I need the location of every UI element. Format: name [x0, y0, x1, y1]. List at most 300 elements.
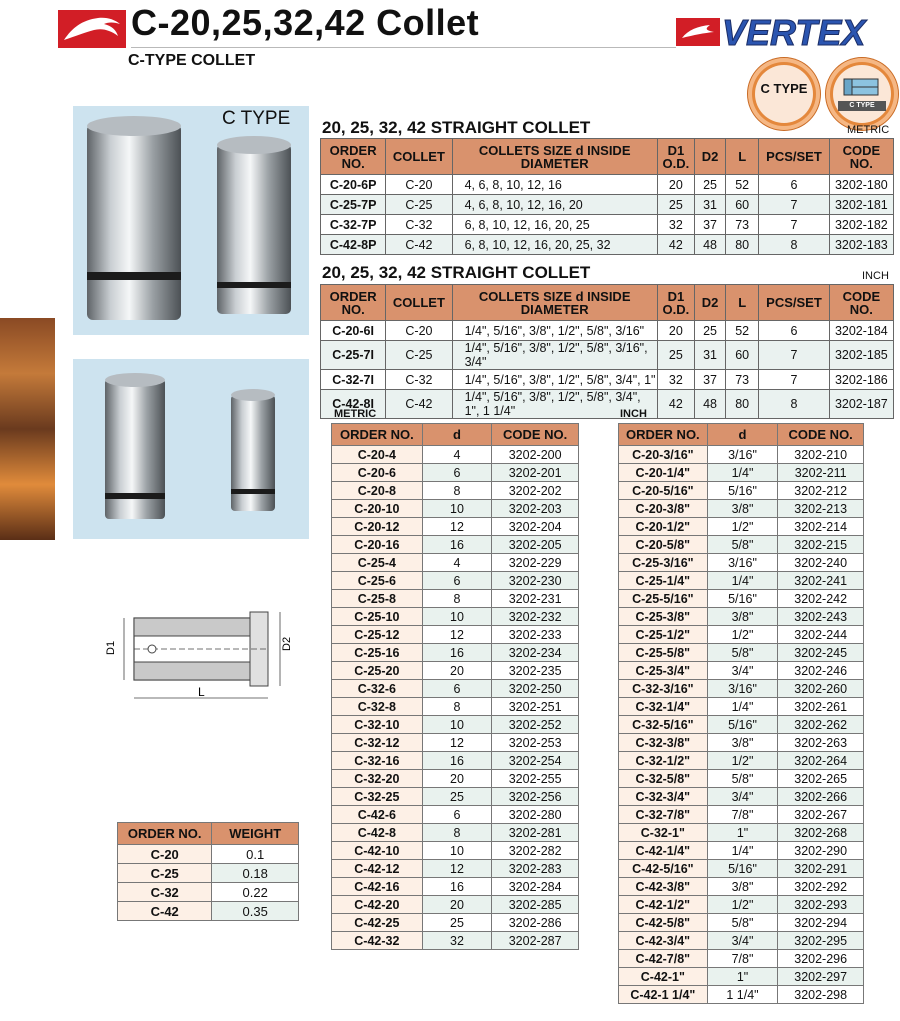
order-no-cell: C-20: [118, 845, 212, 864]
table-cell: 6, 8, 10, 12, 16, 20, 25, 32: [452, 235, 657, 255]
table-row: [332, 572, 579, 590]
table-row: [332, 464, 579, 482]
table-row: [321, 390, 894, 419]
col-size: COLLETS SIZE d INSIDE DIAMETER: [452, 139, 657, 175]
c-type-badge: [748, 58, 820, 130]
table-cell: 25: [695, 175, 726, 195]
table-cell: 32: [657, 370, 694, 390]
table-row: [619, 500, 864, 518]
col-d: d: [422, 424, 492, 446]
table-cell: 1": [707, 824, 778, 842]
table-cell: 3202-184: [829, 321, 893, 341]
order-no-cell: C-42: [118, 902, 212, 921]
table-cell: 3202-266: [778, 788, 864, 806]
order-no-cell: C-32-7/8": [619, 806, 708, 824]
table-cell: 3/4": [707, 788, 778, 806]
badge-label: C TYPE: [760, 81, 808, 96]
col-d: d: [707, 424, 778, 446]
metric-unit: METRIC: [847, 124, 890, 136]
order-no-cell: C-25-4: [332, 554, 423, 572]
table-row: [118, 883, 299, 902]
table-cell: C-20: [386, 175, 452, 195]
table-cell: 48: [695, 390, 726, 419]
table-cell: C-32: [386, 215, 452, 235]
metric-list-table: [331, 423, 579, 950]
col-order-no: ORDER NO.: [321, 139, 386, 175]
order-no-cell: C-25-5/8": [619, 644, 708, 662]
table-row: [619, 644, 864, 662]
col-d2: D2: [695, 139, 726, 175]
order-no-cell: C-25-1/2": [619, 626, 708, 644]
table-row: [619, 824, 864, 842]
table-row: [332, 680, 579, 698]
order-no-cell: C-42-20: [332, 896, 423, 914]
col-d2: D2: [695, 285, 726, 321]
table-row: [619, 860, 864, 878]
table-row: [332, 446, 579, 464]
col-l: L: [726, 285, 759, 321]
table-cell: 3202-240: [778, 554, 864, 572]
table-cell: 7/8": [707, 950, 778, 968]
table-cell: C-20: [386, 321, 452, 341]
order-no-cell: C-42-32: [332, 932, 423, 950]
order-no-cell: C-25-1/4": [619, 572, 708, 590]
order-no-cell: C-25-6: [332, 572, 423, 590]
order-no-cell: C-42-1/4": [619, 842, 708, 860]
table-cell: 3202-283: [492, 860, 579, 878]
table-cell: 3202-264: [778, 752, 864, 770]
order-no-cell: C-20-5/16": [619, 482, 708, 500]
table-cell: 3202-265: [778, 770, 864, 788]
table-cell: 6: [422, 806, 492, 824]
table-cell: 1/2": [707, 896, 778, 914]
table-row: [619, 482, 864, 500]
table-row: [619, 464, 864, 482]
col-code: CODE NO.: [829, 139, 893, 175]
table-row: [619, 878, 864, 896]
table-cell: 60: [726, 341, 759, 370]
inch-spec-body: [321, 321, 894, 419]
col-collet: COLLET: [386, 139, 452, 175]
table-cell: 3202-246: [778, 662, 864, 680]
table-cell: 1/4": [707, 464, 778, 482]
table-row: [118, 864, 299, 883]
order-no-cell: C-25-16: [332, 644, 423, 662]
table-cell: C-32: [386, 370, 452, 390]
col-size: COLLETS SIZE d INSIDE DIAMETER: [452, 285, 657, 321]
table-cell: 4: [422, 554, 492, 572]
table-cell: 3202-231: [492, 590, 579, 608]
table-cell: 8: [759, 235, 829, 255]
table-cell: 12: [422, 518, 492, 536]
table-cell: 3/8": [707, 878, 778, 896]
table-row: [619, 788, 864, 806]
metric-list-label: METRIC: [334, 408, 377, 420]
order-no-cell: C-42-25: [332, 914, 423, 932]
order-no-cell: C-32-5/16": [619, 716, 708, 734]
table-cell: 10: [422, 716, 492, 734]
order-no-cell: C-20-8: [332, 482, 423, 500]
table-row: [332, 842, 579, 860]
table-cell: 1/4": [707, 842, 778, 860]
table-cell: 4, 6, 8, 10, 12, 16: [452, 175, 657, 195]
table-row: [619, 698, 864, 716]
table-row: [118, 902, 299, 921]
inch-list-table: [618, 423, 864, 1004]
order-no-cell: C-42-12: [332, 860, 423, 878]
table-row: [332, 824, 579, 842]
badge-label-small: C TYPE: [838, 101, 886, 111]
table-cell: 3202-180: [829, 175, 893, 195]
table-cell: 5/8": [707, 644, 778, 662]
table-cell: 3202-233: [492, 626, 579, 644]
col-l: L: [726, 139, 759, 175]
table-cell: 7: [759, 195, 829, 215]
table-cell: 73: [726, 215, 759, 235]
table-row: [321, 235, 894, 255]
metric-spec-body: [321, 175, 894, 255]
table-cell: 1/4", 5/16", 3/8", 1/2", 5/8", 3/16": [452, 321, 657, 341]
dim-l: L: [198, 685, 205, 699]
col-code: CODE NO.: [829, 285, 893, 321]
table-cell: 31: [695, 195, 726, 215]
order-no-cell: C-20-12: [332, 518, 423, 536]
col-d1: D1 O.D.: [657, 285, 694, 321]
order-no-cell: C-20-3/8": [619, 500, 708, 518]
order-no-cell: C-25-3/4": [619, 662, 708, 680]
order-no-cell: C-32-3/4": [619, 788, 708, 806]
table-cell: 3202-202: [492, 482, 579, 500]
table-cell: 3/8": [707, 734, 778, 752]
dim-d2: D2: [281, 636, 293, 651]
table-cell: 3202-229: [492, 554, 579, 572]
table-cell: 3202-241: [778, 572, 864, 590]
order-no-cell: C-32-6: [332, 680, 423, 698]
table-cell: 1/4": [707, 572, 778, 590]
table-cell: 3202-186: [829, 370, 893, 390]
order-no-cell: C-25: [118, 864, 212, 883]
table-cell: C-42: [386, 235, 452, 255]
order-no-cell: C-42-3/4": [619, 932, 708, 950]
table-cell: 4, 6, 8, 10, 12, 16, 20: [452, 195, 657, 215]
table-cell: 0.22: [212, 883, 299, 902]
table-cell: 3202-250: [492, 680, 579, 698]
table-cell: 32: [422, 932, 492, 950]
table-cell: 3202-256: [492, 788, 579, 806]
table-row: [619, 662, 864, 680]
table-cell: 3202-211: [778, 464, 864, 482]
table-row: [619, 680, 864, 698]
table-cell: 3202-214: [778, 518, 864, 536]
table-cell: 3202-245: [778, 644, 864, 662]
order-no-cell: C-25-8: [332, 590, 423, 608]
table-cell: 25: [422, 914, 492, 932]
order-no-cell: C-32-10: [332, 716, 423, 734]
table-row: [332, 536, 579, 554]
table-cell: 3/16": [707, 446, 778, 464]
table-cell: 3202-201: [492, 464, 579, 482]
order-no-cell: C-32-1/4": [619, 698, 708, 716]
order-no-cell: C-32-16: [332, 752, 423, 770]
dim-d1: D1: [105, 640, 117, 655]
order-no-cell: C-25-5/16": [619, 590, 708, 608]
table-cell: 3202-185: [829, 341, 893, 370]
table-cell: 12: [422, 860, 492, 878]
table-row: [619, 752, 864, 770]
table-cell: 20: [657, 321, 694, 341]
table-cell: 37: [695, 215, 726, 235]
order-no-cell: C-42-8I: [321, 390, 386, 419]
vertex-brand-logo: [676, 12, 894, 50]
table-row: [321, 321, 894, 341]
inch-spec-title: 20, 25, 32, 42 STRAIGHT COLLET: [322, 263, 591, 282]
table-cell: 20: [422, 662, 492, 680]
table-row: [332, 788, 579, 806]
table-cell: C-25: [386, 195, 452, 215]
table-cell: 5/16": [707, 482, 778, 500]
order-no-cell: C-20-6I: [321, 321, 386, 341]
col-code: CODE NO.: [778, 424, 864, 446]
table-cell: 25: [695, 321, 726, 341]
table-cell: 3202-292: [778, 878, 864, 896]
brand-name: VERTEX: [722, 12, 866, 50]
weight-body: [118, 845, 299, 921]
table-cell: 1": [707, 968, 778, 986]
order-no-cell: C-42-8: [332, 824, 423, 842]
order-no-cell: C-25-3/16": [619, 554, 708, 572]
table-cell: 42: [657, 235, 694, 255]
table-cell: 73: [726, 370, 759, 390]
order-no-cell: C-32-1": [619, 824, 708, 842]
order-no-cell: C-20-6: [332, 464, 423, 482]
table-cell: 3202-268: [778, 824, 864, 842]
order-no-cell: C-25-10: [332, 608, 423, 626]
table-row: [321, 195, 894, 215]
table-cell: 3202-253: [492, 734, 579, 752]
table-row: [332, 752, 579, 770]
order-no-cell: C-32-25: [332, 788, 423, 806]
page-subtitle: C-TYPE COLLET: [128, 52, 256, 69]
order-no-cell: C-20-3/16": [619, 446, 708, 464]
table-cell: 3202-235: [492, 662, 579, 680]
table-cell: 5/8": [707, 770, 778, 788]
table-cell: 3202-213: [778, 500, 864, 518]
table-cell: 8: [759, 390, 829, 419]
table-cell: 3202-215: [778, 536, 864, 554]
table-cell: 3202-293: [778, 896, 864, 914]
table-cell: 8: [422, 590, 492, 608]
table-cell: 3/16": [707, 680, 778, 698]
table-cell: 0.35: [212, 902, 299, 921]
table-cell: 3202-281: [492, 824, 579, 842]
table-cell: 1/2": [707, 752, 778, 770]
table-cell: 3202-285: [492, 896, 579, 914]
table-cell: 1/4", 5/16", 3/8", 1/2", 5/8", 3/16", 3/4": [452, 341, 657, 370]
table-cell: 8: [422, 482, 492, 500]
collet-dimension-drawing: [100, 606, 300, 706]
col-order-no: ORDER NO.: [118, 823, 212, 845]
order-no-cell: C-25-12: [332, 626, 423, 644]
table-cell: 16: [422, 536, 492, 554]
table-cell: 10: [422, 842, 492, 860]
table-row: [332, 626, 579, 644]
table-row: [619, 842, 864, 860]
order-no-cell: C-42-1 1/4": [619, 986, 708, 1004]
col-order-no: ORDER NO.: [619, 424, 708, 446]
order-no-cell: C-42-10: [332, 842, 423, 860]
table-cell: 3202-234: [492, 644, 579, 662]
table-cell: 10: [422, 500, 492, 518]
table-cell: 6: [422, 572, 492, 590]
table-row: [619, 950, 864, 968]
table-cell: C-42: [386, 390, 452, 419]
table-row: [619, 536, 864, 554]
table-row: [619, 932, 864, 950]
col-pcs: PCS/SET: [759, 285, 829, 321]
table-row: [332, 734, 579, 752]
table-cell: 7: [759, 341, 829, 370]
table-cell: 12: [422, 626, 492, 644]
table-cell: 6, 8, 10, 12, 16, 20, 25: [452, 215, 657, 235]
table-cell: 3202-210: [778, 446, 864, 464]
table-cell: 3202-232: [492, 608, 579, 626]
table-cell: 5/16": [707, 716, 778, 734]
table-cell: 3202-284: [492, 878, 579, 896]
order-no-cell: C-42-5/16": [619, 860, 708, 878]
table-cell: 20: [422, 770, 492, 788]
table-cell: 20: [657, 175, 694, 195]
order-no-cell: C-25-3/8": [619, 608, 708, 626]
table-cell: 3202-282: [492, 842, 579, 860]
table-row: [332, 500, 579, 518]
order-no-cell: C-42-1/2": [619, 896, 708, 914]
table-cell: 80: [726, 235, 759, 255]
table-row: [332, 698, 579, 716]
table-cell: 3202-267: [778, 806, 864, 824]
table-cell: 0.1: [212, 845, 299, 864]
table-row: [619, 770, 864, 788]
order-no-cell: C-20-4: [332, 446, 423, 464]
table-cell: 32: [657, 215, 694, 235]
table-cell: 16: [422, 644, 492, 662]
table-row: [332, 518, 579, 536]
order-no-cell: C-20-1/2": [619, 518, 708, 536]
inch-spec-table: [320, 284, 894, 419]
table-cell: 3202-261: [778, 698, 864, 716]
order-no-cell: C-32-1/2": [619, 752, 708, 770]
table-cell: 5/8": [707, 536, 778, 554]
table-cell: 37: [695, 370, 726, 390]
order-no-cell: C-42-3/8": [619, 878, 708, 896]
table-cell: 52: [726, 175, 759, 195]
table-row: [321, 370, 894, 390]
table-row: [332, 932, 579, 950]
table-row: [332, 770, 579, 788]
table-cell: 3/4": [707, 662, 778, 680]
table-row: [332, 482, 579, 500]
table-cell: 3/16": [707, 554, 778, 572]
order-no-cell: C-42-16: [332, 878, 423, 896]
table-row: [332, 860, 579, 878]
order-no-cell: C-42-7/8": [619, 950, 708, 968]
table-cell: 3202-203: [492, 500, 579, 518]
table-cell: 3202-252: [492, 716, 579, 734]
table-cell: 3202-295: [778, 932, 864, 950]
table-cell: 3202-298: [778, 986, 864, 1004]
table-cell: 3202-244: [778, 626, 864, 644]
table-cell: 3202-287: [492, 932, 579, 950]
side-photo-strip: [0, 318, 55, 540]
table-cell: 1/4": [707, 698, 778, 716]
table-cell: 7: [759, 215, 829, 235]
table-cell: 3202-262: [778, 716, 864, 734]
order-no-cell: C-20-5/8": [619, 536, 708, 554]
col-pcs: PCS/SET: [759, 139, 829, 175]
order-no-cell: C-32-7I: [321, 370, 386, 390]
table-cell: 1/2": [707, 518, 778, 536]
order-no-cell: C-20-1/4": [619, 464, 708, 482]
table-cell: 3202-212: [778, 482, 864, 500]
table-cell: 10: [422, 608, 492, 626]
inch-list-label: INCH: [620, 408, 647, 420]
table-row: [332, 644, 579, 662]
c-type-collet-badge: [826, 58, 898, 130]
bird-logo-icon: [58, 10, 126, 48]
table-cell: 48: [695, 235, 726, 255]
table-cell: 3202-297: [778, 968, 864, 986]
table-cell: 3/4": [707, 932, 778, 950]
table-cell: 52: [726, 321, 759, 341]
table-row: [332, 608, 579, 626]
order-no-cell: C-32: [118, 883, 212, 902]
order-no-cell: C-32-8: [332, 698, 423, 716]
table-row: [619, 608, 864, 626]
table-cell: 3/8": [707, 608, 778, 626]
table-cell: 6: [759, 321, 829, 341]
table-cell: 3202-291: [778, 860, 864, 878]
metric-list-body: [332, 446, 579, 950]
table-row: [619, 590, 864, 608]
metric-spec-table: [320, 138, 894, 255]
table-cell: 20: [422, 896, 492, 914]
table-cell: 60: [726, 195, 759, 215]
order-no-cell: C-32-3/8": [619, 734, 708, 752]
table-cell: 7: [759, 370, 829, 390]
col-collet: COLLET: [386, 285, 452, 321]
inch-list-body: [619, 446, 864, 1004]
table-cell: 3202-263: [778, 734, 864, 752]
page-title: C-20,25,32,42 Collet: [131, 2, 480, 43]
table-row: [619, 554, 864, 572]
table-row: [619, 968, 864, 986]
table-row: [619, 734, 864, 752]
order-no-cell: C-42-1": [619, 968, 708, 986]
order-no-cell: C-25-7I: [321, 341, 386, 370]
order-no-cell: C-42-8P: [321, 235, 386, 255]
table-cell: 3202-260: [778, 680, 864, 698]
table-cell: 3202-243: [778, 608, 864, 626]
table-cell: 25: [657, 195, 694, 215]
table-row: [321, 341, 894, 370]
table-row: [332, 662, 579, 680]
col-weight: WEIGHT: [212, 823, 299, 845]
col-code: CODE NO.: [492, 424, 579, 446]
table-row: [619, 914, 864, 932]
col-order-no: ORDER NO.: [332, 424, 423, 446]
col-order-no: ORDER NO.: [321, 285, 386, 321]
table-row: [321, 215, 894, 235]
table-cell: C-25: [386, 341, 452, 370]
